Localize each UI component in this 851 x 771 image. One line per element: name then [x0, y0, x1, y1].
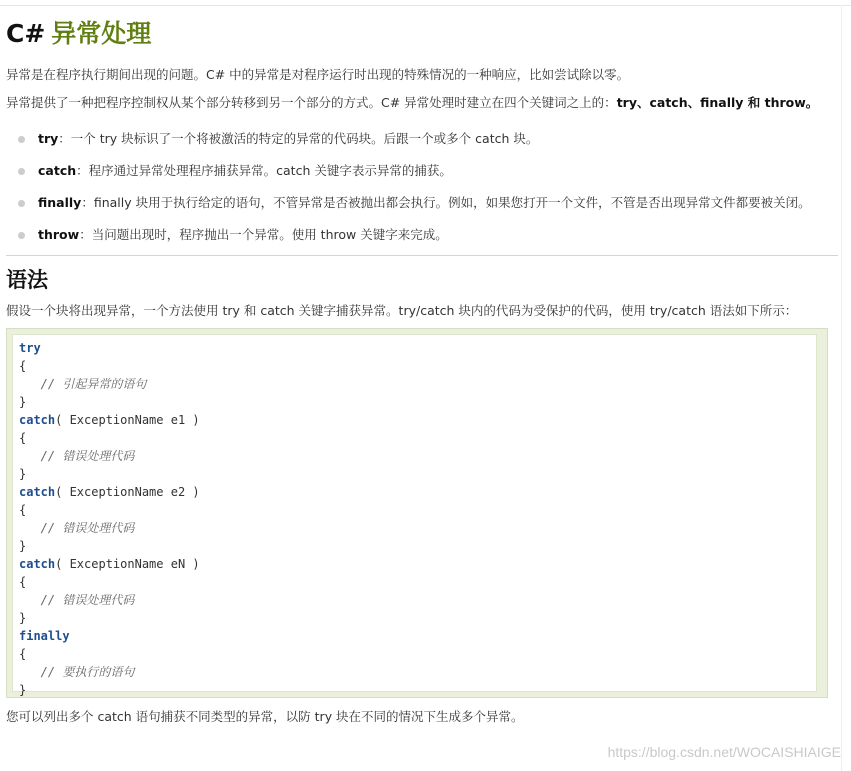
list-item — [6, 187, 838, 219]
article — [6, 14, 838, 727]
bullet-icon — [18, 200, 25, 207]
code-line: finally — [19, 629, 70, 643]
keyword-name: try — [38, 131, 59, 146]
code-line: { — [19, 359, 27, 373]
syntax-description: 假设一个块将出现异常，一个方法使用 try 和 catch 关键字捕获异常。try/catch 块内的代码为受保护的代码，使用 try/catch 语法如下所示： — [6, 303, 798, 318]
intro-paragraph-2 — [6, 89, 838, 117]
code-line: { — [19, 575, 27, 589]
code-comment: // 错误处理代码 — [19, 449, 135, 463]
keyword-desc: ：finally 块用于执行给定的语句，不管异常是否被抛出都会执行。例如，如果您打开一个文件，不管是否出现异常文件都要被关闭。 — [81, 195, 811, 210]
title-prefix: C# — [6, 19, 46, 48]
code-line: { — [19, 503, 27, 517]
code-line: } — [19, 395, 27, 409]
intro-paragraph-1: 异常是在程序执行期间出现的问题。C# 中的异常是对程序运行时出现的特殊情况的一种响应，比如尝试除以零。 — [6, 67, 630, 82]
code-line: } — [19, 683, 27, 697]
watermark-text: https://blog.csdn.net/WOCAISHIAIGE — [607, 744, 841, 760]
list-item — [6, 155, 838, 187]
code-line: try — [19, 341, 41, 355]
keyword-name: catch — [38, 163, 77, 178]
footer-paragraph: 您可以列出多个 catch 语句捕获不同类型的异常，以防 try 块在不同的情况下生成多个异常。 — [6, 709, 524, 724]
right-border — [841, 5, 842, 771]
code-comment: // 要执行的语句 — [19, 665, 135, 679]
code-line: catch( ExceptionName e2 ) — [19, 485, 200, 499]
intro-keywords: try、catch、finally 和 throw。 — [616, 95, 819, 110]
keyword-desc: ：程序通过异常处理程序捕获异常。catch 关键字表示异常的捕获。 — [76, 163, 452, 178]
keyword-desc: ：一个 try 块标识了一个将被激活的特定的异常的代码块。后跟一个或多个 catch 块。 — [58, 131, 539, 146]
code-comment: // 错误处理代码 — [19, 521, 135, 535]
code-comment: // 错误处理代码 — [19, 593, 135, 607]
code-line: { — [19, 647, 27, 661]
code-line: } — [19, 467, 27, 481]
code-line: catch( ExceptionName e1 ) — [19, 413, 200, 427]
intro-paragraph-2-text: 异常提供了一种把程序控制权从某个部分转移到另一个部分的方式。C# 异常处理时建立在四个关键词之上的： — [6, 95, 617, 110]
keyword-desc: ：当问题出现时，程序抛出一个异常。使用 throw 关键字来完成。 — [79, 227, 448, 242]
page-title — [6, 14, 838, 54]
keyword-list — [6, 123, 838, 251]
keyword-name: finally — [38, 195, 82, 210]
bullet-icon — [18, 136, 25, 143]
syntax-heading: 语法 — [6, 268, 48, 292]
bullet-icon — [18, 232, 25, 239]
code-line: catch( ExceptionName eN ) — [19, 557, 200, 571]
top-border — [0, 5, 851, 6]
code-listing — [19, 339, 816, 699]
code-panel[interactable] — [12, 334, 817, 697]
keyword-name: throw — [38, 227, 80, 242]
code-line: } — [19, 611, 27, 625]
list-item — [6, 123, 838, 155]
title-main: 异常处理 — [51, 19, 152, 48]
code-comment: // 引起异常的语句 — [19, 377, 147, 391]
code-line: { — [19, 431, 27, 445]
bullet-icon — [18, 168, 25, 175]
list-item — [6, 219, 838, 251]
code-line: } — [19, 539, 27, 553]
code-block — [6, 328, 828, 698]
section-divider — [6, 255, 838, 256]
